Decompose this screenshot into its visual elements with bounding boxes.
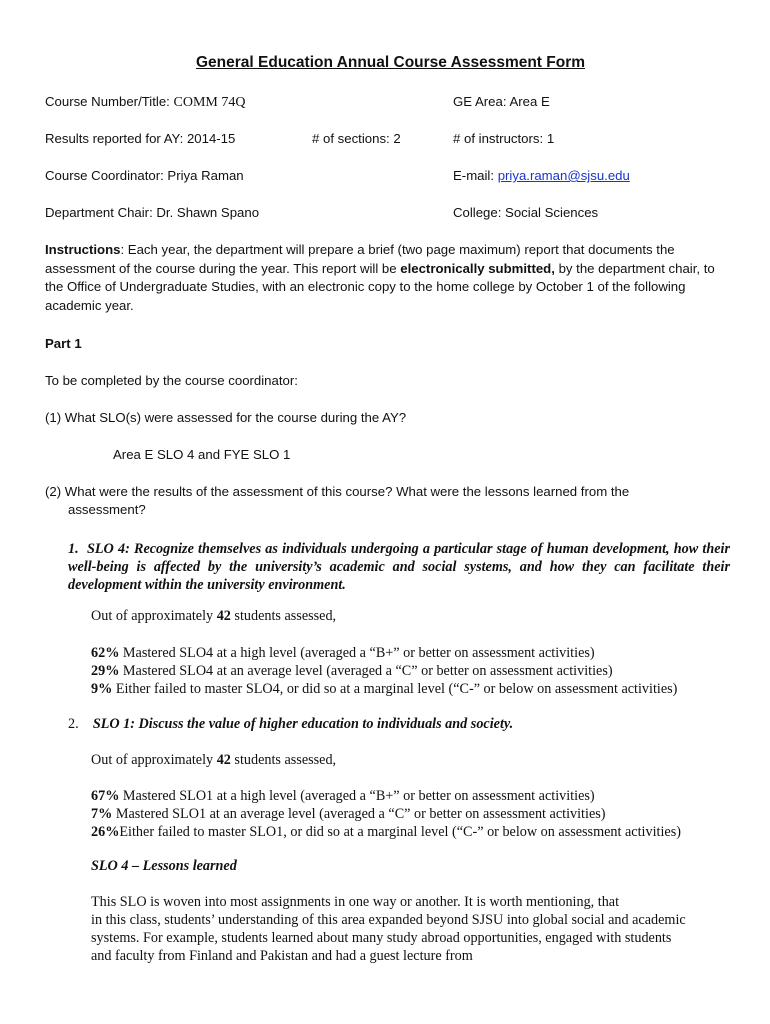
lessons-line-4: and faculty from Finland and Pakistan and had a guest lecture from xyxy=(91,948,473,964)
slo4-result-marginal: 9% Either failed to master SLO4, or did so at a marginal level (“C-” or below on assessment activities) xyxy=(91,681,678,697)
instructions-paragraph: Instructions: Each year, the department will prepare a brief (two page maximum) report that documents the assessment of the course during the year. This report will be electronically submitted, by the department chair, to the Office of Undergraduate Studies, with an electronic copy to the home college by October 1 of the following academic year. xyxy=(45,242,715,313)
question-2-line2: assessment? xyxy=(68,502,146,517)
college: College: Social Sciences xyxy=(453,205,599,220)
slo4-result-high: 62% Mastered SLO4 at a high level (averaged a “B+” or better on assessment activities) xyxy=(91,645,595,661)
email: E-mail: priya.raman@sjsu.edu xyxy=(453,168,630,183)
instructors-count: # of instructors: 1 xyxy=(453,131,555,146)
slo1-heading: 2. SLO 1: Discuss the value of higher education to individuals and society. xyxy=(68,716,514,732)
lessons-line-1: This SLO is woven into most assignments in one way or another. It is worth mentioning, that xyxy=(91,894,620,910)
slo1-result-high: 67% Mastered SLO1 at a high level (averaged a “B+” or better on assessment activities) xyxy=(91,788,595,804)
course-coordinator: Course Coordinator: Priya Raman xyxy=(45,168,244,183)
answer-1: Area E SLO 4 and FYE SLO 1 xyxy=(113,447,291,462)
question-2-line1: (2) What were the results of the assessment of this course? What were the lessons learned from the xyxy=(45,484,630,499)
slo4-assessed: Out of approximately 42 students assessed, xyxy=(91,608,337,624)
sections-count: # of sections: 2 xyxy=(312,131,401,146)
slo1-result-average: 7% Mastered SLO1 at an average level (averaged a “C” or better on assessment activities) xyxy=(91,806,606,822)
form-title: General Education Annual Course Assessment Form xyxy=(196,54,586,71)
slo4-result-average: 29% Mastered SLO4 at an average level (averaged a “C” or better on assessment activities) xyxy=(91,663,613,679)
lessons-line-2: in this class, students’ understanding of this area expanded beyond SJSU into global social and academic xyxy=(91,912,686,928)
question-1: (1) What SLO(s) were assessed for the course during the AY? xyxy=(45,410,407,425)
coordinator-instruction: To be completed by the course coordinator: xyxy=(45,373,298,388)
lessons-heading: SLO 4 – Lessons learned xyxy=(91,858,237,874)
results-ay: Results reported for AY: 2014-15 xyxy=(45,131,236,146)
email-link[interactable]: priya.raman@sjsu.edu xyxy=(497,168,630,183)
lessons-line-3: systems. For example, students learned about many study abroad opportunities, engaged with students xyxy=(91,930,672,946)
course-number-title: Course Number/Title: COMM 74Q xyxy=(45,94,246,110)
slo1-assessed: Out of approximately 42 students assessed, xyxy=(91,752,337,768)
part1-heading: Part 1 xyxy=(45,336,82,351)
ge-area: GE Area: Area E xyxy=(453,94,550,109)
slo4-heading: 1. SLO 4: Recognize themselves as individuals undergoing a particular stage of human development, how their well-being is affected by the university’s academic and social systems, and how they can facilitate their development within the university environment. xyxy=(68,541,730,593)
slo1-result-marginal: 26%Either failed to master SLO1, or did so at a marginal level (“C-” or below on assessment activities) xyxy=(91,824,681,840)
department-chair: Department Chair: Dr. Shawn Spano xyxy=(45,205,260,220)
